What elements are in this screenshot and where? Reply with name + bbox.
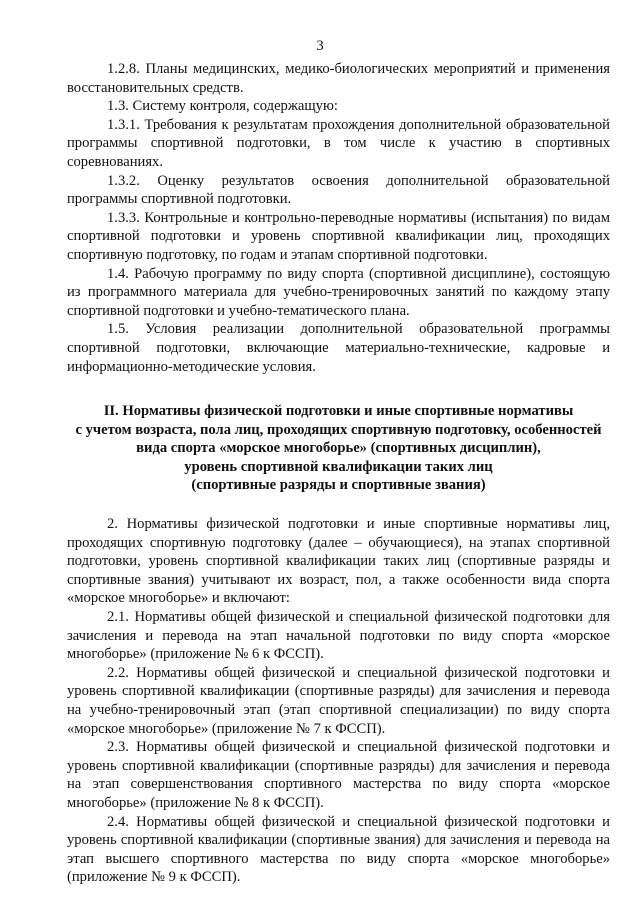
- paragraph-1-4: 1.4. Рабочую программу по виду спорта (спортивной дисциплине), состоящую из программного материала для учебно-тренировочных занятий по каждому этапу спортивной подготовки и учебно-тематического плана.: [67, 265, 610, 319]
- section-heading-line: (спортивные разряды и спортивные звания): [191, 477, 486, 494]
- paragraph-1-3-2: 1.3.2. Оценку результатов освоения дополнительной образовательной программы спортивной подготовки.: [67, 172, 610, 208]
- paragraph-1-3: 1.3. Систему контроля, содержащую:: [107, 98, 338, 115]
- section-heading-line: II. Нормативы физической подготовки и иные спортивные нормативы: [103, 403, 574, 420]
- section-heading: [67, 402, 610, 495]
- paragraph-2: 2. Нормативы физической подготовки и иные спортивные нормативы лиц, проходящих спортивную подготовку (далее – обучающиеся), на этапах спортивной подготовки, уровень спортивной квалификации таких лиц (спортивные разряды и спортивные звания) учитывают их возраст, пол, а также особенности вида спорта «морское многоборье» и включают:: [67, 516, 610, 607]
- paragraph-2-2: 2.2. Нормативы общей физической и специальной физической подготовки и уровень спортивной квалификации (спортивные разряды) для зачисления и перевода на учебно-тренировочный этап (этап спортивной специализации) по виду спорта «морское многоборье» (приложение № 7 к ФССП).: [67, 664, 610, 737]
- paragraph-2-4: 2.4. Нормативы общей физической и специальной физической подготовки и уровень спортивной квалификации (спортивные звания) для зачисления и перевода на этап высшего спортивного мастерства по виду спорта «морское многоборье» (приложение № 9 к ФССП).: [67, 813, 610, 886]
- paragraph-2-3: 2.3. Нормативы общей физической и специальной физической подготовки и уровень спортивной квалификации (спортивные разряды) для зачисления и перевода на этап совершенствования спортивного мастерства по виду спорта «морское многоборье» (приложение № 8 к ФССП).: [67, 739, 610, 811]
- paragraph-1-5: 1.5. Условия реализации дополнительной образовательной программы спортивной подготовки, включающие материально-технические, кадровые и информационно-методические условия.: [67, 321, 610, 375]
- paragraph-1-3-1: 1.3.1. Требования к результатам прохождения дополнительной образовательной программы спортивной подготовки, в том числе к участию в спортивных соревнованиях.: [67, 116, 610, 170]
- paragraph-1-2-8: 1.2.8. Планы медицинских, медико-биологических мероприятий и применения восстановительных средств.: [67, 61, 610, 96]
- page-number: 3: [316, 38, 324, 54]
- paragraph-2-1: 2.1. Нормативы общей физической и специальной физической подготовки для зачисления и перевода на этап начальной подготовки по виду спорта «морское многоборье» (приложение № 6 к ФССП).: [67, 609, 610, 663]
- document-body: [67, 60, 610, 887]
- paragraph-1-3-3: 1.3.3. Контрольные и контрольно-переводные нормативы (испытания) по видам спортивной подготовки и уровень спортивной квалификации лиц, проходящих спортивную подготовку, по годам и этапам спортивной подготовки.: [67, 209, 610, 263]
- section-heading-line: уровень спортивной квалификации таких лиц: [184, 458, 493, 475]
- section-heading-line: вида спорта «морское многоборье» (спортивных дисциплин),: [136, 440, 541, 457]
- section-heading-line: с учетом возраста, пола лиц, проходящих спортивную подготовку, особенностей: [75, 421, 602, 438]
